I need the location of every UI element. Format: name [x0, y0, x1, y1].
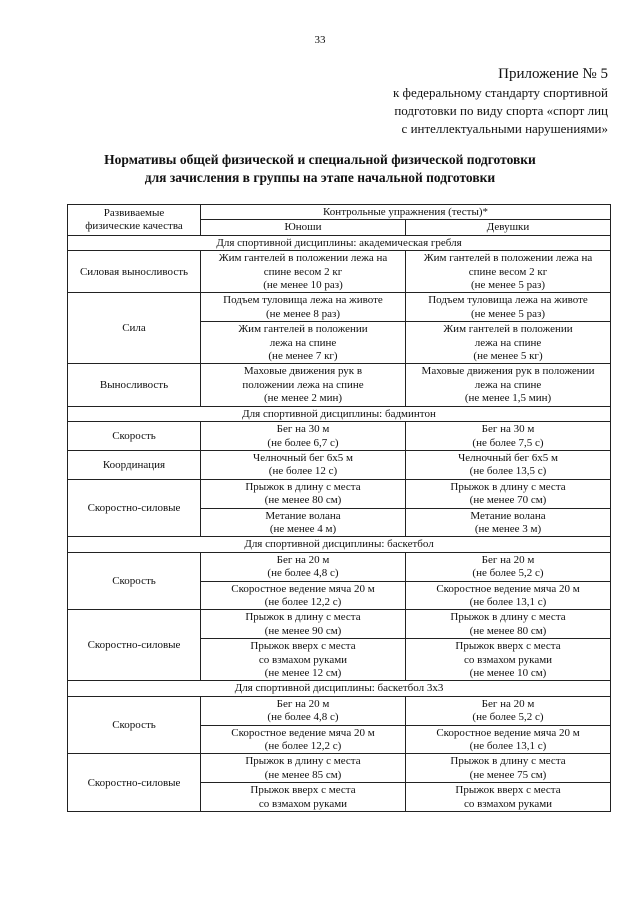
cell-line: Скоростное ведение мяча 20 м [231, 726, 375, 739]
girls-norm-cell [406, 783, 611, 812]
girls-norm-cell [406, 754, 611, 783]
boys-norm-cell [201, 251, 406, 293]
exercise-row [68, 450, 611, 479]
cell-line: (не менее 70 см) [469, 494, 547, 507]
boys-norm-cell [201, 696, 406, 725]
cell-line: Подъем туловища лежа на животе [223, 294, 383, 307]
exercise-row [68, 293, 611, 322]
cell-line: (не менее 7 кг) [268, 350, 338, 363]
cell-line: Жим гантелей в положении лежа на [423, 252, 593, 265]
cell-line: Жим гантелей в положении [238, 323, 368, 336]
cell-line: (не более 13,5 с) [469, 465, 547, 478]
cell-line: Скоростное ведение мяча 20 м [436, 582, 580, 595]
cell-line: (не более 13,1 с) [469, 595, 547, 608]
cell-line: Прыжок в длину с места [245, 611, 361, 624]
cell-line: со взмахом руками [258, 797, 348, 810]
boys-norm-cell [201, 293, 406, 322]
cell-line: (не более 12 с) [268, 465, 338, 478]
header-quality-cell [68, 205, 201, 236]
exercise-row [68, 479, 611, 508]
cell-line: Подъем туловища лежа на животе [428, 294, 588, 307]
discipline-row [68, 406, 611, 421]
discipline-row [68, 235, 611, 250]
cell-line: (не более 5,2 с) [472, 567, 544, 580]
page-number: 33 [314, 34, 326, 46]
cell-line: Прыжок в длину с места [450, 480, 566, 493]
discipline-cell: Для спортивной дисциплины: бадминтон [68, 406, 611, 421]
boys-norm-cell [201, 322, 406, 364]
cell-line: Скоростное ведение мяча 20 м [231, 582, 375, 595]
boys-norm-cell [201, 639, 406, 681]
boys-norm-cell [201, 754, 406, 783]
boys-norm-cell [201, 610, 406, 639]
appendix-line: к федеральному стандарту спортивной [392, 85, 608, 100]
cell-line: (не менее 10 см) [469, 667, 547, 679]
cell-line: Прыжок вверх с места [250, 640, 356, 653]
girls-norm-cell [406, 552, 611, 581]
girls-norm-cell [406, 725, 611, 754]
cell-line: Прыжок в длину с места [450, 611, 566, 624]
cell-line: (не менее 5 раз) [470, 307, 546, 320]
cell-line: (не более 4,8 с) [267, 567, 339, 580]
boys-norm-cell [201, 581, 406, 610]
appendix-line: подготовки по виду спорта «спорт лиц [394, 103, 608, 118]
cell-line: (не менее 75 см) [469, 768, 547, 781]
discipline-row [68, 537, 611, 552]
discipline-row [68, 681, 611, 696]
cell-line: спине весом 2 кг [468, 265, 548, 278]
boys-norm-cell [201, 508, 406, 537]
exercise-row [68, 422, 611, 451]
cell-line: Метание волана [470, 509, 546, 522]
cell-line: Прыжок вверх с места [250, 784, 356, 797]
cell-line: Бег на 30 м [276, 423, 330, 436]
header-girls-cell: Девушки [406, 220, 611, 235]
cell-line: спине весом 2 кг [263, 265, 343, 278]
girls-norm-cell [406, 322, 611, 364]
exercise-row [68, 696, 611, 725]
header-tests-cell: Контрольные упражнения (тесты)* [201, 205, 611, 220]
girls-norm-cell [406, 450, 611, 479]
exercise-row [68, 364, 611, 406]
cell-line: лежа на спине [269, 336, 337, 349]
cell-line: Жим гантелей в положении лежа на [218, 252, 388, 265]
cell-line: Бег на 30 м [481, 423, 535, 436]
cell-line: (не более 12,2 с) [264, 595, 342, 608]
cell-line: (не менее 85 см) [264, 768, 342, 781]
cell-line: (не более 12,2 с) [264, 740, 342, 753]
quality-cell: Скорость [68, 552, 201, 610]
quality-cell: Координация [68, 450, 201, 479]
quality-cell: Скоростно-силовые [68, 479, 201, 537]
cell-line: Метание волана [265, 509, 341, 522]
quality-cell: Сила [68, 293, 201, 364]
cell-line: (не менее 3 м) [474, 522, 542, 535]
quality-cell: Силовая выносливость [68, 251, 201, 293]
cell-line: (не менее 80 см) [469, 624, 547, 637]
cell-line: лежа на спине [474, 336, 542, 349]
boys-norm-cell [201, 783, 406, 812]
cell-line: (не менее 5 кг) [473, 350, 543, 363]
boys-norm-cell [201, 422, 406, 451]
girls-norm-cell [406, 422, 611, 451]
cell-line: Скоростное ведение мяча 20 м [436, 726, 580, 739]
cell-line: Прыжок в длину с места [450, 755, 566, 768]
quality-cell: Скоростно-силовые [68, 754, 201, 812]
appendix-block [393, 64, 608, 138]
exercise-row [68, 251, 611, 293]
girls-norm-cell [406, 293, 611, 322]
cell-line: (не менее 12 см) [264, 667, 342, 679]
cell-line: со взмахом руками [463, 653, 553, 666]
cell-line: лежа на спине [474, 378, 542, 391]
boys-norm-cell [201, 479, 406, 508]
cell-line: (не менее 5 раз) [470, 279, 546, 292]
header-boys-cell: Юноши [201, 220, 406, 235]
quality-cell: Скорость [68, 422, 201, 451]
cell-line: Прыжок в длину с места [245, 480, 361, 493]
discipline-cell: Для спортивной дисциплины: академическая гребля [68, 235, 611, 250]
document-title-line: Нормативы общей физической и специальной физической подготовки [104, 152, 536, 167]
document-title [0, 151, 640, 187]
discipline-cell: Для спортивной дисциплины: баскетбол [68, 537, 611, 552]
boys-norm-cell [201, 450, 406, 479]
girls-norm-cell [406, 479, 611, 508]
appendix-line: с интеллектуальными нарушениями» [401, 121, 608, 136]
cell-line: Челночный бег 6х5 м [253, 451, 353, 464]
cell-line: (не менее 90 см) [264, 624, 342, 637]
appendix-title: Приложение № 5 [498, 66, 608, 82]
cell-line: (не менее 80 см) [264, 494, 342, 507]
cell-line: (не менее 2 мин) [263, 392, 343, 405]
exercise-row [68, 610, 611, 639]
cell-line: Бег на 20 м [481, 697, 535, 710]
girls-norm-cell [406, 639, 611, 681]
boys-norm-cell [201, 552, 406, 581]
girls-norm-cell [406, 581, 611, 610]
girls-norm-cell [406, 251, 611, 293]
girls-norm-cell [406, 364, 611, 406]
norms-table-body [68, 205, 611, 812]
cell-line: (не менее 4 м) [269, 522, 337, 535]
cell-line: Прыжок вверх с места [455, 640, 561, 653]
girls-norm-cell [406, 696, 611, 725]
cell-line: Челночный бег 6х5 м [458, 451, 558, 464]
girls-norm-cell [406, 610, 611, 639]
document-title-line: для зачисления в группы на этапе начальной подготовки [144, 170, 496, 185]
norms-table [67, 204, 611, 812]
cell-line: Маховые движения рук в [243, 365, 363, 378]
cell-line: Жим гантелей в положении [443, 323, 573, 336]
quality-cell: Скоростно-силовые [68, 610, 201, 681]
cell-line: со взмахом руками [463, 797, 553, 810]
header-quality-line: физические качества [85, 220, 183, 233]
cell-line: (не более 5,2 с) [472, 711, 544, 724]
cell-line: положении лежа на спине [242, 378, 364, 391]
cell-line: (не более 7,5 с) [472, 436, 544, 449]
cell-line: (не менее 1,5 мин) [464, 392, 552, 405]
quality-cell: Выносливость [68, 364, 201, 406]
cell-line: (не менее 8 раз) [265, 307, 341, 320]
quality-cell: Скорость [68, 696, 201, 754]
boys-norm-cell [201, 725, 406, 754]
discipline-cell: Для спортивной дисциплины: баскетбол 3х3 [68, 681, 611, 696]
cell-line: (не более 13,1 с) [469, 740, 547, 753]
cell-line: Бег на 20 м [276, 553, 330, 566]
cell-line: (не более 4,8 с) [267, 711, 339, 724]
cell-line: (не менее 10 раз) [263, 279, 343, 292]
boys-norm-cell [201, 364, 406, 406]
exercise-row [68, 754, 611, 783]
girls-norm-cell [406, 508, 611, 537]
header-quality-line: Развиваемые [103, 207, 165, 219]
cell-line: Бег на 20 м [276, 697, 330, 710]
exercise-row [68, 552, 611, 581]
cell-line: (не более 6,7 с) [267, 436, 339, 449]
cell-line: Маховые движения рук в положении [421, 365, 595, 378]
cell-line: Прыжок вверх с места [455, 784, 561, 797]
cell-line: со взмахом руками [258, 653, 348, 666]
cell-line: Бег на 20 м [481, 553, 535, 566]
cell-line: Прыжок в длину с места [245, 755, 361, 768]
header-row [68, 205, 611, 220]
